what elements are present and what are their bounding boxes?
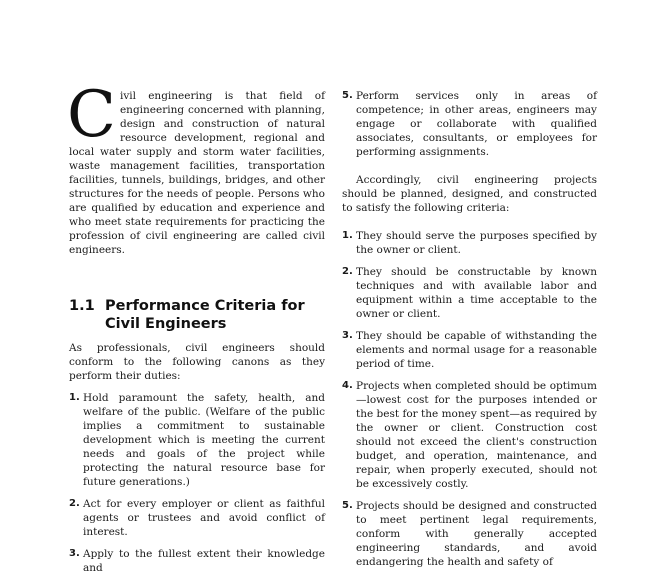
right-column [342, 89, 597, 577]
list-item-text: They should be capable of withstanding the elements and normal usage for a reasonable period of time. [356, 330, 597, 370]
list-item-number: 5. [342, 500, 353, 511]
list-item-number: 5. [342, 90, 353, 101]
list-item [69, 497, 325, 539]
list-item [342, 89, 597, 159]
section-title-line1: Performance Criteria for [105, 298, 305, 314]
criteria-list [342, 229, 597, 569]
list-item [69, 547, 325, 575]
section-lead: As professionals, civil engineers should conform to the following canons as they perform their duties: [69, 342, 325, 382]
list-item [342, 265, 597, 321]
list-item-text: Perform services only in areas of competence; in other areas, engineers may engage or collaborate with qualified associates, consultants, or employees for performing assignments. [356, 90, 597, 158]
list-item-text: Projects when completed should be optimum—lowest cost for the purposes intended or the best for the money spent—as required by the owner or client. Construction cost should not exceed the client's construction budget, and operation, maintenance, and repair, when properly executed, should not be excessively costly. [356, 380, 597, 490]
intro-text: ivil engineering is that field of engineering concerned with planning, design and construction of natural resource development, regional and local water supply and storm water facilities, waste management facilities, transportation facilities, tunnels, buildings, bridges, and other structures for the needs of people. Persons who are qualified by education and experience and who meet state requirements for practicing the profession of civil engineering are called civil engineers. [69, 90, 325, 256]
list-item [69, 391, 325, 489]
canons-list-continued [342, 89, 597, 159]
list-item-number: 1. [69, 392, 80, 403]
list-item-text: They should serve the purposes specified by the owner or client. [356, 230, 597, 256]
list-item [342, 379, 597, 491]
criteria-lead: Accordingly, civil engineering projects should be planned, designed, and constructed to satisfy the following criteria: [342, 174, 597, 214]
list-item-text: Apply to the fullest extent their knowledge and [83, 548, 325, 574]
section-title-line2: Civil Engineers [105, 316, 227, 332]
left-column [67, 78, 325, 583]
list-item-number: 1. [342, 230, 353, 241]
list-item-number: 4. [342, 380, 353, 391]
list-item-text: Projects should be designed and constructed to meet pertinent legal requirements, conform with generally accepted engineering standards, and avoid endangering the health and safety of [356, 500, 597, 568]
list-item-number: 3. [342, 330, 353, 341]
list-item-text: Act for every employer or client as faithful agents or trustees and avoid conflict of interest. [83, 498, 325, 538]
list-item [342, 229, 597, 257]
list-item [342, 499, 597, 569]
list-item [342, 329, 597, 371]
list-item-number: 2. [69, 498, 80, 509]
list-item-number: 2. [342, 266, 353, 277]
canons-list [69, 391, 325, 575]
intro-paragraph [67, 78, 325, 257]
list-item-text: Hold paramount the safety, health, and welfare of the public. (Welfare of the public implies a commitment to sustainable development which is meeting the current needs and goals of the project while protecting the natural resource base for future generations.) [83, 392, 325, 488]
list-item-number: 3. [69, 548, 80, 559]
section-heading [69, 297, 325, 333]
drop-cap: C [67, 78, 116, 152]
section-number: 1.1 [69, 298, 95, 314]
list-item-text: They should be constructable by known techniques and with available labor and equipment within a time acceptable to the owner or client. [356, 266, 597, 320]
